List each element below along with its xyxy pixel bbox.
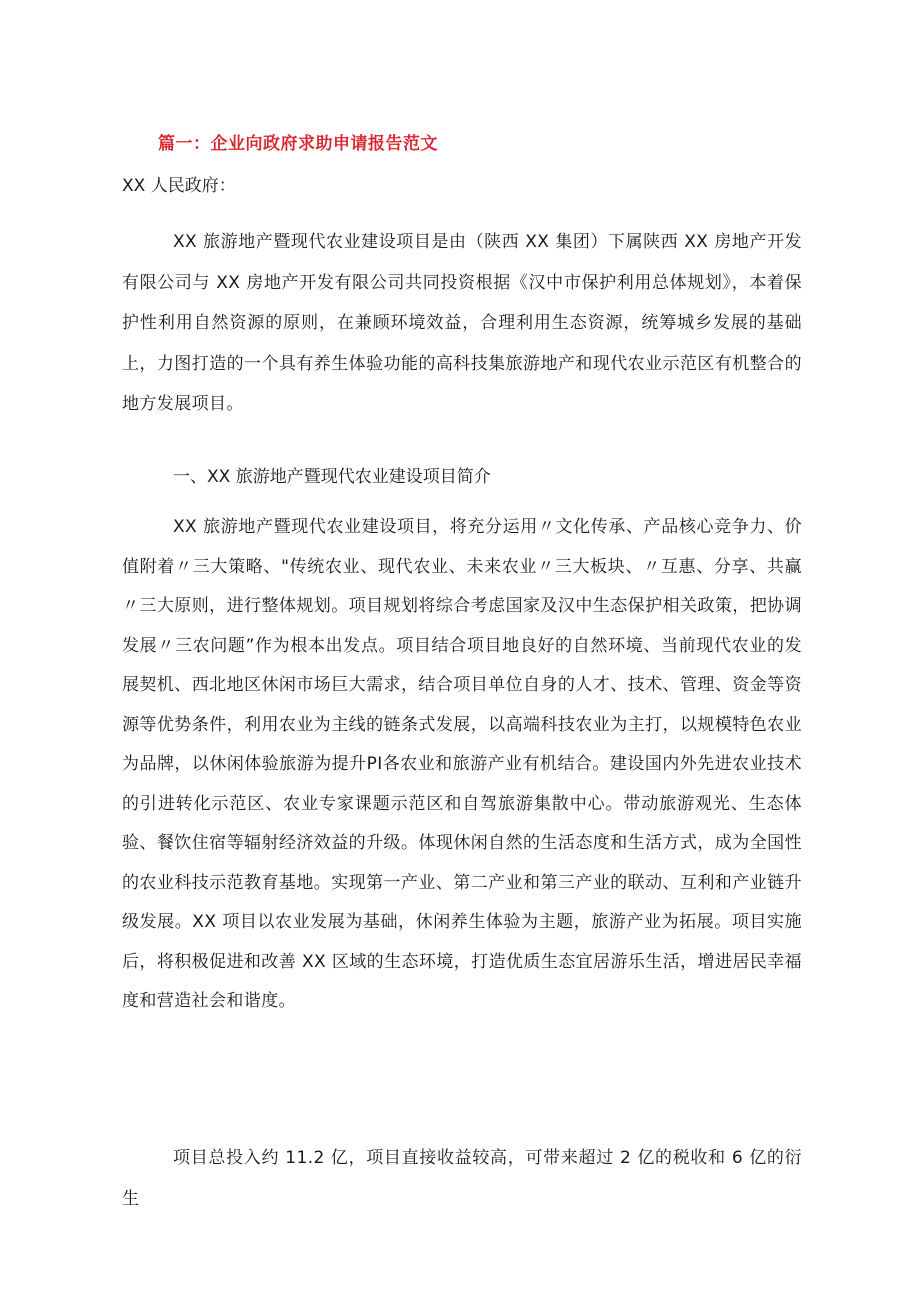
paragraph-investment: 项目总投入约 11.2 亿，项目直接收益较高，可带来超过 2 亿的税收和 6 亿的衍生 xyxy=(122,1148,802,1209)
document-title: 篇一：企业向政府求助申请报告范文 xyxy=(158,134,438,154)
paragraph-intro: XX 旅游地产暨现代农业建设项目是由（陕西 XX 集团）下属陕西 XX 房地产开发有限公司与 XX 房地产开发有限公司共同投资根据《汉中市保护利用总体规划》，本着保护性利用自然资源的原则，在兼顾环境效益，合理利用生态资源，统筹城乡发展的基础上，力图打造的一个具有养生体验功能的高科技集旅游地产和现代农业示范区有机整合的地方发展项目。 xyxy=(122,232,802,414)
paragraph-project-description: XX 旅游地产暨现代农业建设项目，将充分运用〃文化传承、产品核心竞争力、价值附着〃三大策略、"传统农业、现代农业、未来农业〃三大板块、〃互惠、分享、共赢〃三大原则，进行整体规划。项目规划将综合考虑国家及汉中生态保护相关政策，把协调发展〃三农问题”作为根本出发点。项目结合项目地良好的自然环境、当前现代农业的发展契机、西北地区休闲市场巨大需求，结合项目单位自身的人才、技术、管理、资金等资源等优势条件，利用农业为主线的链条式发展，以高端科技农业为主打，以规模特色农业为品牌，以休闲体验旅游为提升PI各农业和旅游产业有机结合。建设国内外先进农业技术的引进转化示范区、农业专家课题示范区和自驾旅游集散中心。带动旅游观光、生态体验、餐饮住宿等辐射经济效益的升级。体现休闲自然的生活态度和生活方式，成为全国性的农业科技示范教育基地。实现第一产业、第二产业和第三产业的联动、互利和产业链升级发展。XX 项目以农业发展为基础，休闲养生体验为主题，旅游产业为拓展。项目实施后，将积极促进和改善 XX 区域的生态环境，打造优质生态宜居游乐生活，增进居民幸福度和营造社会和谐度。 xyxy=(122,517,802,1011)
section-heading-project-intro: 一、XX 旅游地产暨现代农业建设项目简介 xyxy=(173,467,491,487)
salutation: XX 人民政府： xyxy=(122,176,236,196)
